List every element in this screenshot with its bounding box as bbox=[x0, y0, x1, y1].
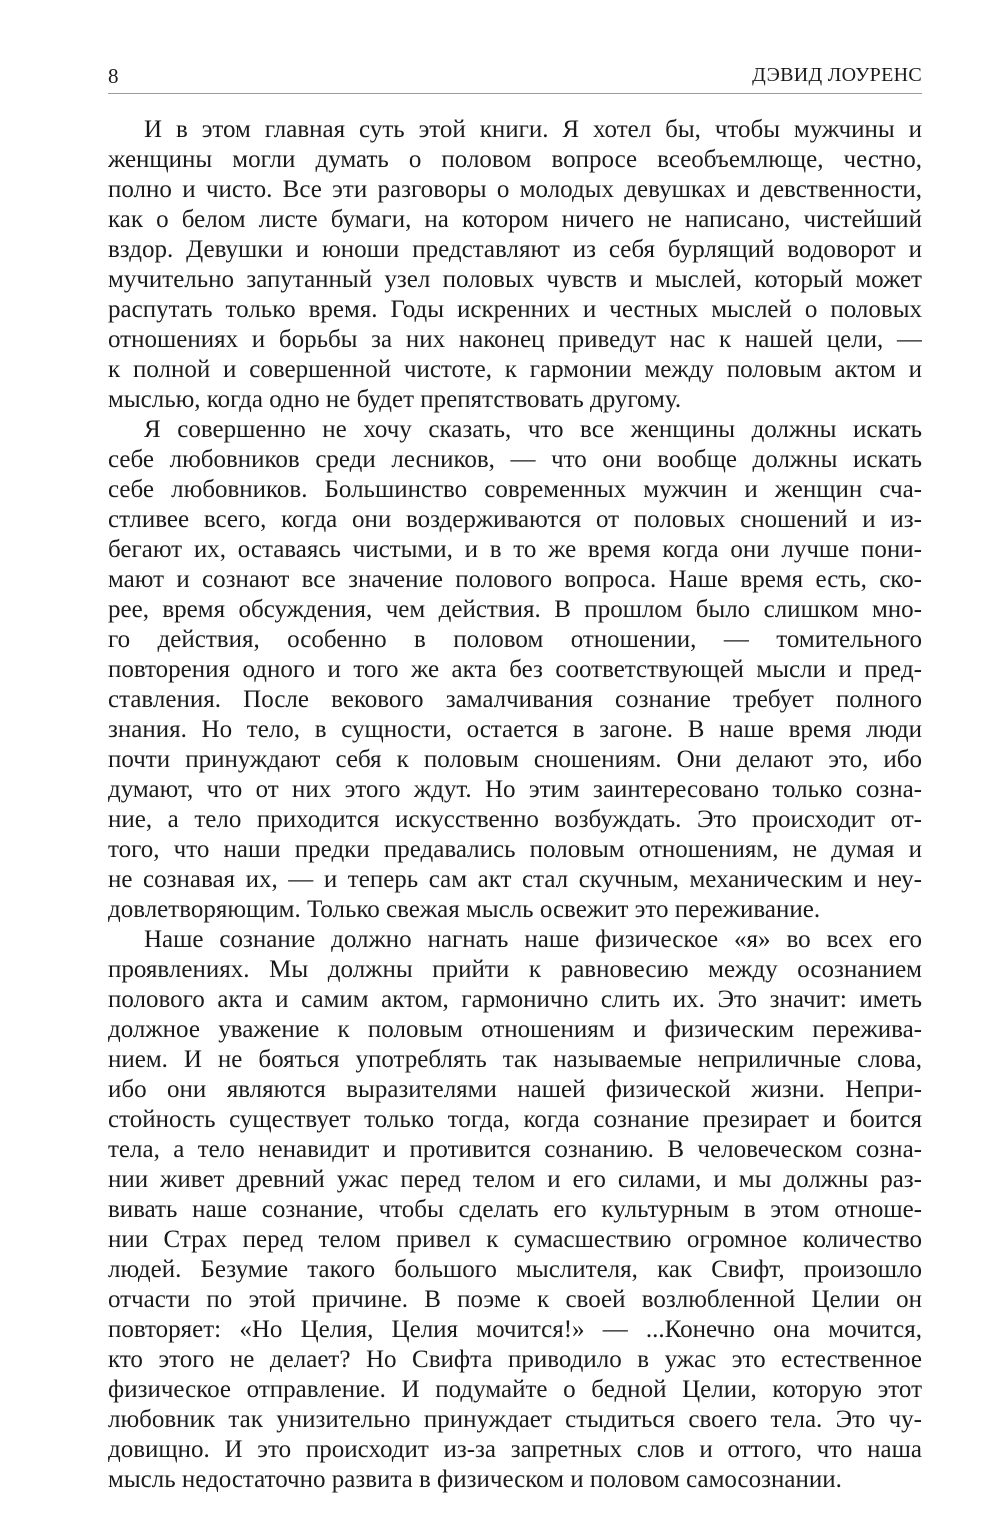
text-line: стливее всего, когда они воздерживаются от половых сношений и из- bbox=[108, 506, 922, 533]
text-line: должное уважение к половым отношениям и физическим пережива- bbox=[108, 1016, 922, 1043]
text-line: довлетворяющим. Только свежая мысль освежит это переживание. bbox=[108, 896, 821, 923]
text-line: знания. Но тело, в сущности, остается в загоне. В наше время люди bbox=[108, 716, 922, 743]
text-line: отчасти по этой причине. В поэме к своей возлюбленной Целии он bbox=[108, 1286, 922, 1313]
text-line: физическое отправление. И подумайте о бедной Целии, которую этот bbox=[108, 1376, 922, 1403]
text-line: проявлениях. Мы должны прийти к равновесию между осознанием bbox=[108, 956, 922, 983]
text-line: нии Страх перед телом привел к сумасшествию огромное количество bbox=[108, 1226, 922, 1253]
paragraph bbox=[108, 415, 922, 925]
text-line: довищно. И это происходит из-за запретных слов и оттого, что наша bbox=[108, 1436, 922, 1463]
text-line: рее, время обсуждения, чем действия. В прошлом было слишком мно- bbox=[108, 596, 922, 623]
text-line: нием. И не бояться употреблять так называемые неприличные слова, bbox=[108, 1046, 922, 1073]
text-line: вздор. Девушки и юноши представляют из себя бурлящий водоворот и bbox=[108, 236, 922, 263]
text-line: тела, а тело ненавидит и противится сознанию. В человеческом созна- bbox=[108, 1136, 922, 1163]
text-line: думают, что от них этого ждут. Но этим заинтересовано только созна- bbox=[108, 776, 922, 803]
header-rule bbox=[108, 93, 922, 94]
running-head-author: ДЭВИД ЛОУРЕНС bbox=[752, 64, 922, 86]
paragraph bbox=[108, 925, 922, 1495]
text-line: ибо они являются выразителями нашей физической жизни. Непри- bbox=[108, 1076, 922, 1103]
text-line: бегают их, оставаясь чистыми, и в то же время когда они лучше пони- bbox=[108, 536, 922, 563]
text-line: мысль недостаточно развита в физическом и половом самосознании. bbox=[108, 1466, 842, 1493]
text-line: И в этом главная суть этой книги. Я хотел бы, чтобы мужчины и bbox=[144, 116, 922, 143]
text-line: го действия, особенно в половом отношении, — томительного bbox=[108, 626, 922, 653]
text-line: мучительно запутанный узел половых чувств и мыслей, который может bbox=[108, 266, 922, 293]
text-line: не сознавая их, — и теперь сам акт стал скучным, механическим и неу- bbox=[108, 866, 922, 893]
text-line: Я совершенно не хочу сказать, что все женщины должны искать bbox=[144, 416, 922, 443]
text-line: вивать наше сознание, чтобы сделать его культурным в этом отноше- bbox=[108, 1196, 922, 1223]
text-line: мыслью, когда одно не будет препятствовать другому. bbox=[108, 386, 682, 413]
text-line: того, что наши предки предавались половым отношениям, не думая и bbox=[108, 836, 922, 863]
text-line: повторения одного и того же акта без соответствующей мысли и пред- bbox=[108, 656, 922, 683]
text-line: распутать только время. Годы искренних и честных мыслей о половых bbox=[108, 296, 922, 323]
paragraph bbox=[108, 115, 922, 415]
text-line: любовник так унизительно принуждает стыдиться своего тела. Это чу- bbox=[108, 1406, 922, 1433]
text-line: людей. Безумие такого большого мыслителя, как Свифт, произошло bbox=[108, 1256, 922, 1283]
text-line: Наше сознание должно нагнать наше физическое «я» во всех его bbox=[144, 926, 922, 953]
text-line: себе любовников. Большинство современных мужчин и женщин сча- bbox=[108, 476, 922, 503]
text-line: отношениях и борьбы за них наконец приведут нас к нашей цели, — bbox=[108, 326, 922, 353]
text-line: ние, а тело приходится искусственно возбуждать. Это происходит от- bbox=[108, 806, 922, 833]
text-line: мают и сознают все значение полового вопроса. Наше время есть, ско- bbox=[108, 566, 922, 593]
text-line: ставления. После векового замалчивания сознание требует полного bbox=[108, 686, 922, 713]
text-line: почти принуждают себя к половым сношениям. Они делают это, ибо bbox=[108, 746, 922, 773]
text-line: к полной и совершенной чистоте, к гармонии между половым актом и bbox=[108, 356, 922, 383]
text-line: полового акта и самим актом, гармонично слить их. Это значит: иметь bbox=[108, 986, 922, 1013]
body-text bbox=[108, 115, 922, 1495]
text-line: повторяет: «Но Целия, Целия мочится!» — ...Конечно она мочится, bbox=[108, 1316, 922, 1343]
text-line: стойность существует только тогда, когда сознание презирает и боится bbox=[108, 1106, 922, 1133]
text-line: нии живет древний ужас перед телом и его силами, и мы должны раз- bbox=[108, 1166, 922, 1193]
text-line: полно и чисто. Все эти разговоры о молодых девушках и девственности, bbox=[108, 176, 922, 203]
running-header bbox=[108, 64, 922, 92]
text-line: женщины могли думать о половом вопросе всеобъемлюще, честно, bbox=[108, 146, 922, 173]
text-line: как о белом листе бумаги, на котором ничего не написано, чистейший bbox=[108, 206, 922, 233]
text-line: кто этого не делает? Но Свифта приводило в ужас это естественное bbox=[108, 1346, 922, 1373]
text-line: себе любовников среди лесников, — что они вообще должны искать bbox=[108, 446, 922, 473]
page-number: 8 bbox=[108, 64, 119, 88]
